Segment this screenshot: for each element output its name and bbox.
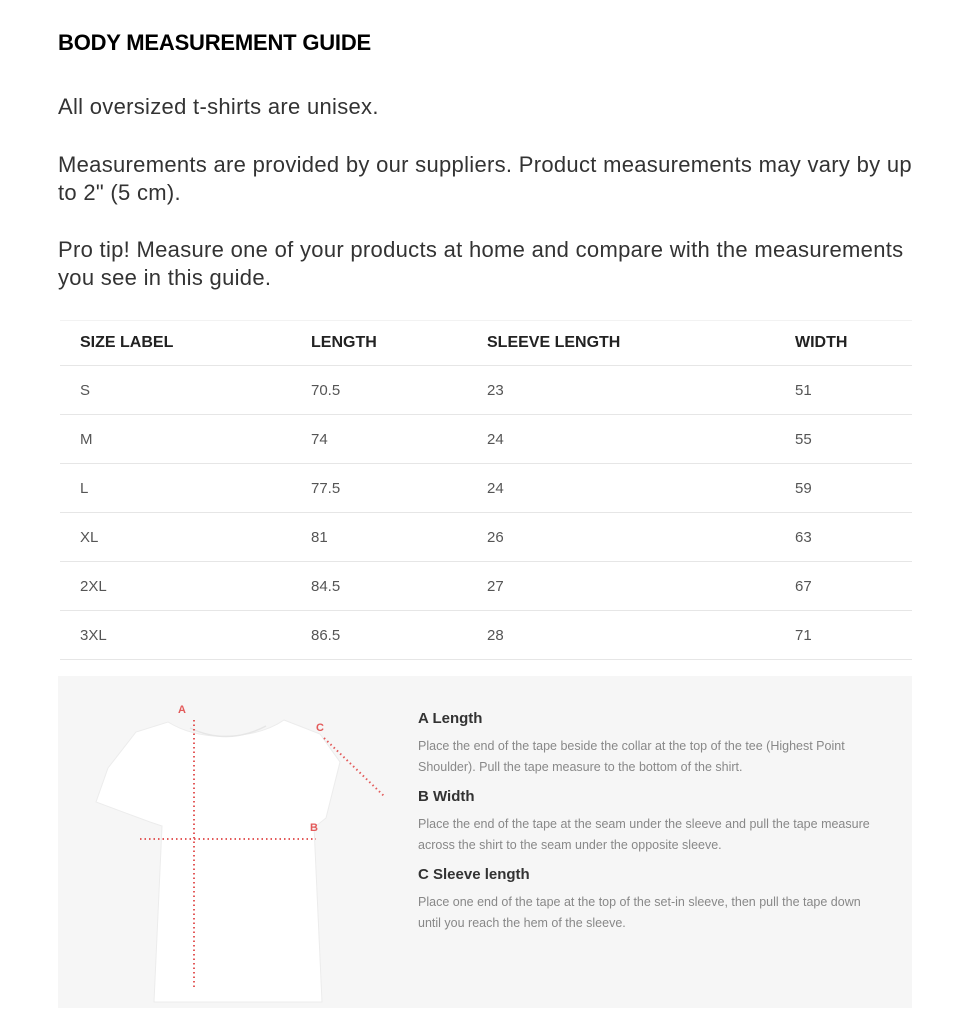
unisex-note: All oversized t-shirts are unisex.	[58, 94, 379, 119]
tshirt-shape	[96, 720, 340, 1002]
header-width: WIDTH	[795, 321, 912, 366]
cell-sleeve: 24	[487, 464, 795, 513]
cell-sleeve: 28	[487, 611, 795, 660]
cell-width: 71	[795, 611, 912, 660]
cell-width: 59	[795, 464, 912, 513]
size-table	[60, 320, 912, 660]
table-row	[60, 415, 912, 464]
cell-length: 81	[311, 513, 487, 562]
cell-sleeve: 26	[487, 513, 795, 562]
cell-length: 77.5	[311, 464, 487, 513]
guide-instructions	[418, 710, 878, 944]
label-b: B	[310, 822, 318, 834]
cell-sleeve: 24	[487, 415, 795, 464]
guide-heading-length: A Length	[418, 710, 483, 727]
cell-length: 74	[311, 415, 487, 464]
label-a: A	[178, 704, 186, 716]
cell-length: 86.5	[311, 611, 487, 660]
cell-size: S	[60, 366, 311, 415]
header-length: LENGTH	[311, 321, 487, 366]
tshirt-diagram	[58, 676, 398, 1008]
cell-width: 63	[795, 513, 912, 562]
guide-text-sleeve: Place one end of the tape at the top of the set-in sleeve, then pull the tape down until you reach the hem of the sleeve.	[418, 895, 861, 930]
cell-sleeve: 27	[487, 562, 795, 611]
header-sleeve-length: SLEEVE LENGTH	[487, 321, 795, 366]
table-header-row	[60, 321, 912, 366]
supplier-note: Measurements are provided by our suppliers. Product measurements may vary by up to 2" (5 cm).	[58, 152, 912, 205]
cell-width: 51	[795, 366, 912, 415]
cell-width: 67	[795, 562, 912, 611]
label-c: C	[316, 722, 324, 734]
cell-size: 3XL	[60, 611, 311, 660]
table-row	[60, 513, 912, 562]
cell-length: 70.5	[311, 366, 487, 415]
cell-size: 2XL	[60, 562, 311, 611]
cell-size: XL	[60, 513, 311, 562]
table-row	[60, 562, 912, 611]
table-row	[60, 611, 912, 660]
cell-length: 84.5	[311, 562, 487, 611]
page-title: BODY MEASUREMENT GUIDE	[58, 30, 371, 55]
guide-text-length: Place the end of the tape beside the collar at the top of the tee (Highest Point Shoulder). Pull the tape measure to the bottom of the shirt.	[418, 739, 845, 774]
header-size-label: SIZE LABEL	[60, 321, 311, 366]
table-row	[60, 464, 912, 513]
tshirt-icon	[58, 676, 398, 1008]
pro-tip: Pro tip! Measure one of your products at home and compare with the measurements you see in this guide.	[58, 237, 904, 290]
cell-sleeve: 23	[487, 366, 795, 415]
cell-size: L	[60, 464, 311, 513]
guide-heading-sleeve: C Sleeve length	[418, 866, 530, 883]
measurement-guide-panel	[58, 676, 912, 1008]
guide-text-width: Place the end of the tape at the seam under the sleeve and pull the tape measure across the shirt to the seam under the opposite sleeve.	[418, 817, 870, 852]
guide-heading-width: B Width	[418, 788, 475, 805]
cell-size: M	[60, 415, 311, 464]
table-row	[60, 366, 912, 415]
cell-width: 55	[795, 415, 912, 464]
